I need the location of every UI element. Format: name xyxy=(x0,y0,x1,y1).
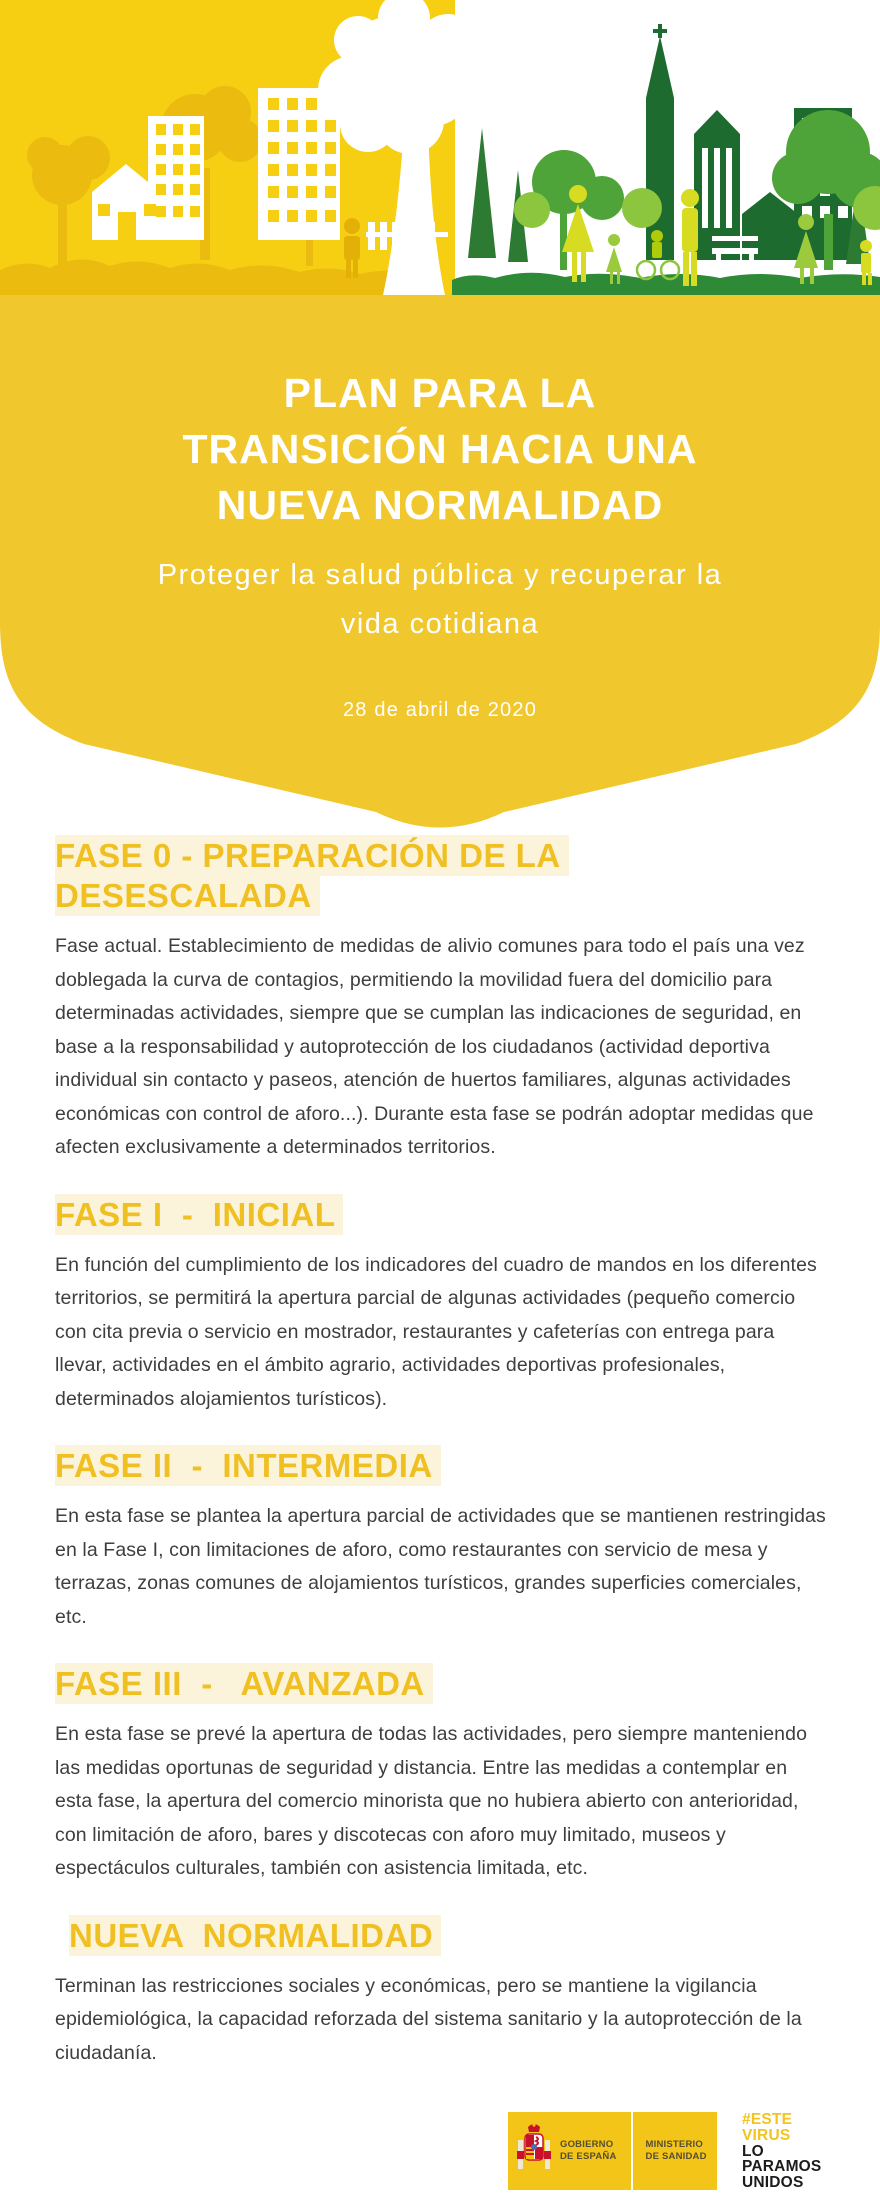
section-heading-text: FASE III - AVANZADA xyxy=(55,1663,433,1704)
section-body-nueva-normalidad: Terminan las restricciones sociales y económicas, pero se mantiene la vigilancia epidemiológica, la capacidad reforzada del sistema sanitario y la autoprotección de la ciudadanía. xyxy=(55,1974,802,2064)
section-heading-fase-1 xyxy=(55,1195,755,1235)
campaign-line-unidos: UNIDOS xyxy=(742,2174,804,2192)
section-heading-fase-0 xyxy=(55,836,755,916)
government-logo xyxy=(508,2112,717,2190)
title-line-3: NUEVA NORMALIDAD xyxy=(216,482,664,528)
section-heading-nueva-normalidad xyxy=(55,1916,769,1956)
logo-divider xyxy=(631,2112,633,2190)
page-subtitle xyxy=(0,551,880,649)
section-heading-text: FASE II - INTERMEDIA xyxy=(55,1445,441,1486)
campaign-line-este: #ESTE xyxy=(742,2111,793,2128)
section-body-fase-1: En función del cumplimiento de los indicadores del cuadro de mandos en los diferentes territorios, se permitirá la apertura parcial de algunas actividades (pequeño comercio con cita previa o servicio en mostrador, restaurantes y cafeterías con entrega para llevar, actividades en el ámbito agrario, actividades deportivas profesionales, determinados alojamientos turísticos). xyxy=(55,1253,817,1410)
title-line-2: TRANSICIÓN HACIA UNA xyxy=(182,426,698,472)
banner xyxy=(0,295,880,722)
subtitle-line-1: Proteger la salud pública y recuperar la xyxy=(157,559,723,591)
government-logo-text xyxy=(560,2139,617,2163)
section-heading-text: FASE I - INICIAL xyxy=(55,1194,343,1235)
ministry-logo-text xyxy=(646,2139,707,2163)
section-heading-fase-2 xyxy=(55,1446,755,1486)
section-body-fase-3: En esta fase se prevé la apertura de todas las actividades, pero siempre manteniendo las medidas oportunas de seguridad y distancia. Entre las medidas a contemplar en esta fase, la apertura del comercio minorista que no hubiera abierto con anterioridad, con limitación de aforo, bares y discotecas con aforo muy limitado, museos y espectáculos culturales, también con asistencia limitada, etc. xyxy=(55,1723,808,1879)
content xyxy=(55,836,827,2100)
section-fase-1 xyxy=(55,1195,827,1417)
section-body-fase-2: En esta fase se plantea la apertura parcial de actividades que se mantienen restringidas en la Fase I, con limitaciones de aforo, como restaurantes con servicio de mesa y terrazas, zonas comunes de alojamientos turísticos, grandes superficies comerciales, etc. xyxy=(55,1505,826,1628)
section-fase-3 xyxy=(55,1664,827,1886)
section-body-fase-0: Fase actual. Establecimiento de medidas de alivio comunes para todo el país una vez doblegada la curva de contagios, permitiendo la movilidad fuera del domicilio para determinadas actividades, siempre que se cumplan las indicaciones de seguridad, en base a la responsabilidad y autoprotección de los ciudadanos (actividad deportiva individual sin contacto y paseos, atención de huertos familiares, algunas actividades económicas con control de aforo...). Durante esta fase se podrán adoptar medidas que afecten exclusivamente a determinados territorios. xyxy=(55,935,814,1158)
title-line-1: PLAN PARA LA xyxy=(283,370,597,416)
campaign-line-paramos: PARAMOS xyxy=(742,2158,822,2176)
section-heading-text: NUEVA NORMALIDAD xyxy=(69,1915,441,1956)
spain-coat-of-arms-icon xyxy=(517,2123,551,2179)
hero-illustration xyxy=(0,0,880,300)
publication-date: 28 de abril de 2020 xyxy=(342,699,538,721)
ministerio-line: MINISTERIO xyxy=(645,2139,703,2150)
page-title xyxy=(0,365,880,533)
campaign-line-virus: VIRUS xyxy=(742,2126,791,2144)
campaign-line-lo: LO xyxy=(742,2142,764,2160)
section-fase-0 xyxy=(55,836,827,1165)
subtitle-line-2: vida cotidiana xyxy=(340,608,540,640)
campaign-logo xyxy=(742,2112,874,2191)
section-fase-2 xyxy=(55,1446,827,1634)
section-nueva-normalidad xyxy=(55,1916,827,2071)
sanidad-line: DE SANIDAD xyxy=(645,2151,707,2162)
section-heading-text: FASE 0 - PREPARACIÓN DE LA DESESCALADA xyxy=(55,835,569,916)
espana-line: DE ESPAÑA xyxy=(560,2151,617,2162)
gobierno-line: GOBIERNO xyxy=(560,2139,614,2150)
section-heading-fase-3 xyxy=(55,1664,755,1704)
